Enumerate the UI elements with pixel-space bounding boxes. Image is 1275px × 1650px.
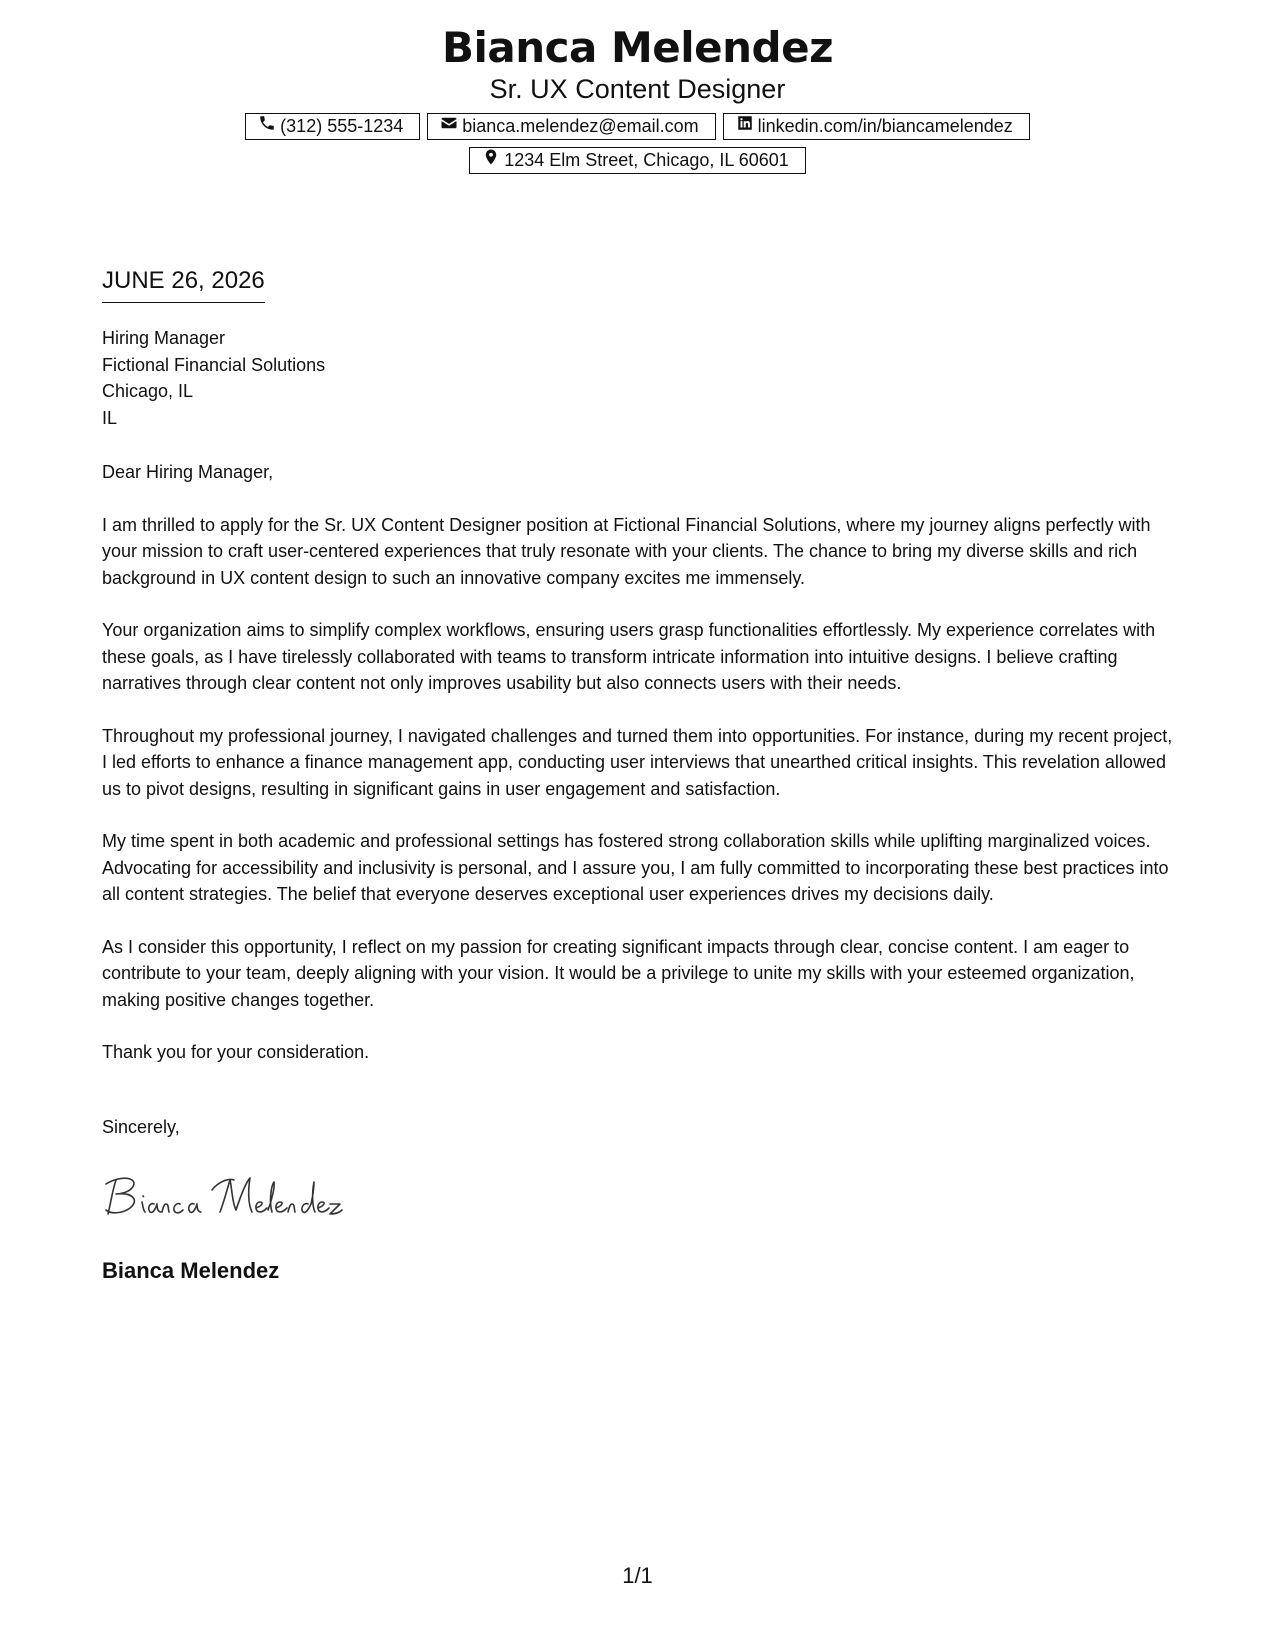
address-contact[interactable] — [469, 147, 806, 174]
applicant-name: Bianca Melendez — [441, 23, 834, 72]
phone-contact[interactable] — [245, 113, 420, 140]
letter-header — [0, 22, 1275, 174]
envelope-icon — [440, 113, 458, 140]
linkedin-text: linkedin.com/in/biancamelendez — [757, 116, 1013, 136]
recipient-line: Fictional Financial Solutions — [102, 354, 326, 375]
email-text: bianca.melendez@email.com — [462, 116, 699, 136]
salutation: Dear Hiring Manager, — [102, 462, 274, 482]
letter-date: JUNE 26, 2026 — [102, 266, 265, 303]
contact-row — [0, 113, 1275, 140]
recipient-block — [102, 325, 325, 431]
map-pin-icon — [482, 147, 500, 174]
recipient-line: Chicago, IL — [102, 381, 194, 401]
closing: Sincerely, — [102, 1117, 180, 1137]
body-paragraph: Throughout my professional journey, I navigated challenges and turned them into opportunities. For instance, during my recent project, I led efforts to enhance a finance management app, conducting user interviews that unearthed critical insights. This revelation allowed us to pivot designs, resulting in significant gains in user engagement and satisfaction. — [102, 725, 1173, 799]
body-paragraph: I am thrilled to apply for the Sr. UX Content Designer position at Fictional Financial Solutions, where my journey aligns perfectly with your mission to craft user-centered experiences that truly resonate with your clients. The chance to bring my diverse skills and rich background in UX content design to such an innovative company excites me immensely. — [102, 514, 1151, 588]
letter-body — [102, 459, 1177, 1092]
address-text: 1234 Elm Street, Chicago, IL 60601 — [504, 150, 789, 170]
recipient-line: IL — [102, 407, 118, 428]
phone-text: (312) 555-1234 — [280, 116, 404, 136]
body-paragraph: As I consider this opportunity, I reflect on my passion for creating significant impacts through clear, concise content. I am eager to contribute to your team, deeply aligning with your vision. It would be a privilege to unite my skills with your esteemed organization, making positive changes together. — [102, 936, 1135, 1010]
recipient-line: Hiring Manager — [102, 328, 226, 348]
signed-name: Bianca Melendez — [102, 1258, 280, 1283]
applicant-title: Sr. UX Content Designer — [489, 74, 786, 104]
linkedin-contact[interactable] — [723, 113, 1030, 140]
body-paragraph: My time spent in both academic and professional settings has fostered strong collaboration skills while uplifting marginalized voices. Advocating for accessibility and inclusivity is personal, and I assure you, I am fully committed to incorporating these best practices into all content strategies. The belief that everyone deserves exceptional user experiences drives my decisions daily. — [102, 831, 1169, 904]
page-number: 1/1 — [622, 1563, 653, 1588]
thank-you-line: Thank you for your consideration. — [102, 1042, 370, 1062]
handwritten-signature — [102, 1172, 362, 1227]
phone-icon — [258, 113, 276, 140]
body-paragraph: Your organization aims to simplify complex workflows, ensuring users grasp functionalities effortlessly. My experience correlates with these goals, as I have tirelessly collaborated with teams to transform intricate information into intuitive designs. I believe crafting narratives through clear content not only improves usability but also connects users with their needs. — [102, 620, 1156, 693]
contact-row-address — [0, 147, 1275, 174]
linkedin-icon — [736, 113, 754, 140]
email-contact[interactable] — [427, 113, 715, 140]
